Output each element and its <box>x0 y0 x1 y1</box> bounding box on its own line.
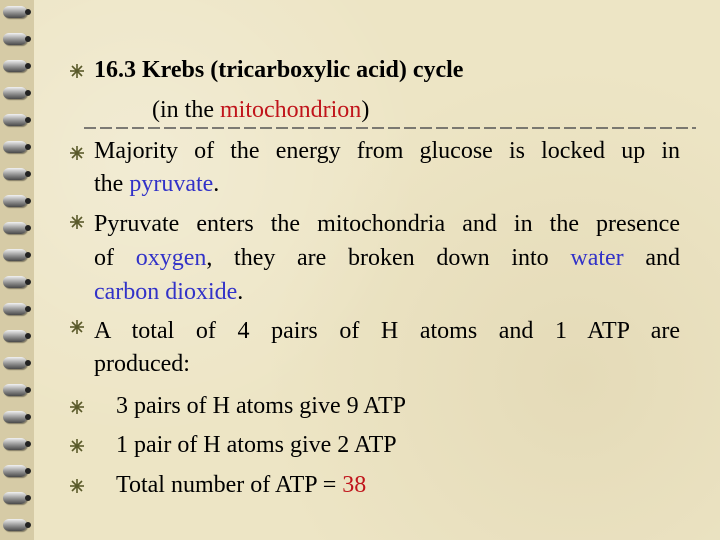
bullet-3-line-1: A total of 4 pairs of H atoms and 1 ATP are <box>94 318 680 344</box>
sunburst-bullet-icon <box>70 479 84 493</box>
atp-total-value: 38 <box>342 472 367 498</box>
bullet-1-line-2: the pyruvate. <box>94 171 220 197</box>
sunburst-bullet-icon <box>70 439 84 453</box>
bullet-1-line-1: Majority of the energy from glucose is locked up in <box>94 138 680 164</box>
bullet-2-line-3: carbon dioxide. <box>94 279 244 305</box>
term-carbon-dioxide: carbon dioxide <box>94 279 238 305</box>
slide-subtitle: (in the mitochondrion) <box>152 97 370 123</box>
term-pyruvate: pyruvate <box>129 171 214 197</box>
slide-title: 16.3 Krebs (tricarboxylic acid) cycle <box>94 57 464 83</box>
term-oxygen: oxygen <box>135 245 207 271</box>
sunburst-bullet-icon <box>70 400 84 414</box>
separator-line <box>84 127 696 129</box>
sunburst-bullet-icon <box>70 146 84 160</box>
bullet-3-line-2: produced: <box>94 351 190 377</box>
bullet-5: 1 pair of H atoms give 2 ATP <box>116 432 397 458</box>
sunburst-bullet-icon <box>70 64 84 78</box>
sunburst-bullet-icon <box>70 320 84 334</box>
bullet-6: Total number of ATP = 38 <box>116 472 367 498</box>
term-mitochondrion: mitochondrion <box>219 97 362 123</box>
term-water: water <box>570 245 624 271</box>
sunburst-bullet-icon <box>70 215 84 229</box>
bullet-2-line-2: of oxygen, they are broken down into water and <box>94 245 681 271</box>
bullet-2-line-1: Pyruvate enters the mitochondria and in the presence <box>94 211 680 237</box>
bullet-4: 3 pairs of H atoms give 9 ATP <box>116 393 406 419</box>
